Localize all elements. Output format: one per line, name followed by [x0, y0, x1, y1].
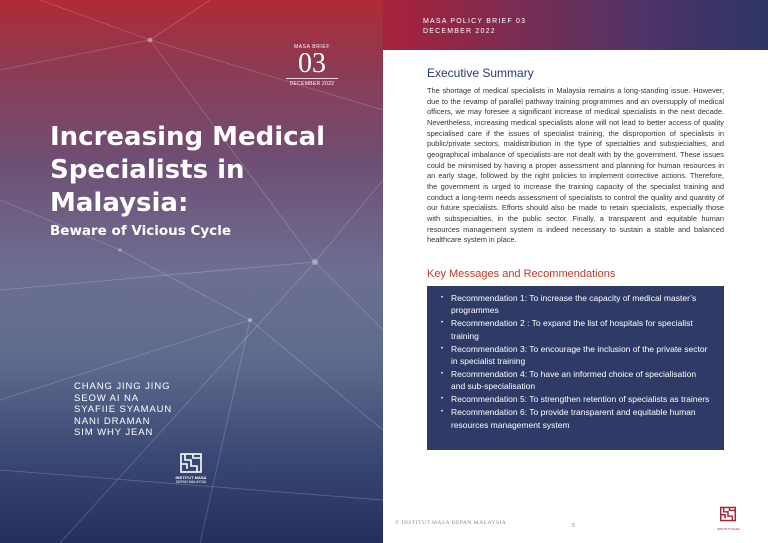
footer-logo-text: INSTITUT MASA [717, 527, 740, 531]
badge-date: DECEMBER 2022 [286, 78, 338, 87]
author-name: NANI DRAMAN [74, 415, 151, 427]
author-list [74, 381, 172, 439]
bullet-icon: • [441, 396, 444, 403]
header-banner [383, 0, 768, 50]
recommendation-item [441, 343, 712, 368]
badge-label: MASA BRIEF [293, 44, 330, 50]
recommendation-text: Recommendation 6: To provide transparent and equitable human resources management system [451, 407, 696, 430]
author-name: SIM WHY JEAN [74, 427, 154, 439]
brief-number-badge [286, 44, 338, 92]
author-name: CHANG JING JING [74, 381, 171, 392]
recommendation-text: Recommendation 2 : To expand the list of hospitals for specialist training [451, 318, 693, 341]
executive-summary-text: The shortage of medical specialists in Malaysia remains a long-standing issue. However, due to the revamp of parallel pathway training programmes and an oversupply of medical officers, we may foresee a significant increase of medical specialists in the next decade. Nevertheless, increasing medical specialists alone will not lead to better access of quality specialised care if the issues of specialist training, the disproportion of specialists in public/private sectors, maldistribution in the type of specialties and subspecialties, and geographical imbalance of specialists are not dealt with by the government. These issues could be minimised by having a proper assessment and planning for human resources in an early stage, followed by the right policies to implement corrective actions. Therefore, the government is urged to increase the training capacity of the specialist training and conduct a long-term needs assessment of specialists to control the quality and quantity of our future specialists. Efforts should also be made to retain specialists, especially those with subspecialties, in the public sector. Finally, a transparent and equitable human resources management system is indeed necessary to sustain a stable and balanced healthcare system in place. [427, 86, 724, 245]
author-name: SYAFIIE SYAMAUN [74, 404, 173, 416]
recommendation-item [441, 368, 712, 393]
logo-text-line1: INSTITUT MASA [175, 475, 207, 480]
cover-title: Increasing Medical Specialists in Malaysia: [50, 122, 326, 218]
institute-logo [173, 452, 209, 484]
recommendation-item [441, 406, 712, 431]
page-number: 5 [572, 523, 576, 529]
footer-logo [717, 506, 739, 531]
key-messages-heading: Key Messages and Recommendations [427, 268, 616, 280]
recommendation-text: Recommendation 1: To increase the capacity of medical master’s programmes [451, 293, 697, 316]
brief-date: DECEMBER 2022 [423, 28, 496, 35]
recommendation-list [441, 292, 712, 431]
masa-logo-icon [179, 452, 203, 474]
cover-page [0, 0, 383, 543]
bullet-icon: • [441, 345, 444, 352]
executive-summary-page [383, 0, 768, 543]
author-name: SEOW AI NA [74, 392, 139, 404]
recommendation-item [441, 317, 712, 342]
recommendation-text: Recommendation 3: To encourage the inclusion of the private sector in specialist training [451, 343, 708, 367]
brief-title: MASA POLICY BRIEF 03 [423, 18, 527, 25]
bullet-icon: • [441, 409, 444, 416]
bullet-icon: • [441, 295, 444, 301]
copyright-notice: © INSTITUT MASA DEPAN MALAYSIA [395, 520, 507, 526]
recommendation-text: Recommendation 5: To strengthen retention of specialists as trainers [451, 394, 710, 405]
bullet-icon: • [441, 320, 444, 327]
logo-text-line2: DEPAN MALAYSIA [175, 480, 207, 484]
bullet-icon: • [441, 370, 444, 377]
cover-subtitle: Beware of Vicious Cycle [50, 223, 231, 239]
recommendation-item [441, 393, 712, 405]
executive-summary-heading: Executive Summary [427, 66, 534, 80]
recommendation-item [441, 292, 712, 317]
masa-logo-icon [719, 506, 737, 522]
brief-label [423, 17, 526, 37]
recommendations-box [427, 286, 724, 450]
recommendation-text: Recommendation 4: To have an informed choice of specialisation and sub-specialisation [451, 368, 697, 392]
badge-number: 03 [298, 48, 326, 79]
